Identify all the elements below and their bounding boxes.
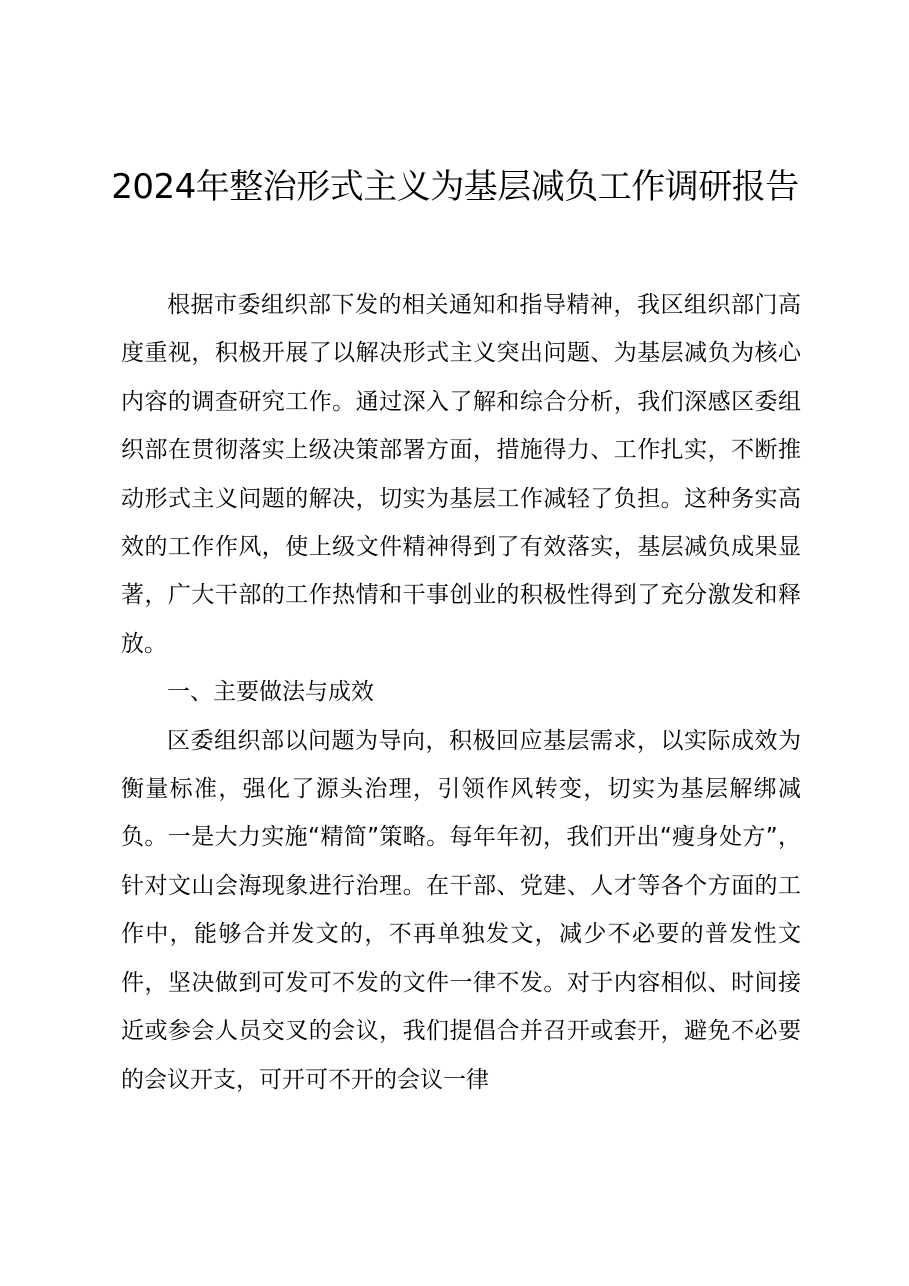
document-body	[121, 281, 801, 1104]
intro-paragraph: 根据市委组织部下发的相关通知和指导精神，我区组织部门高度重视，积极开展了以解决形式主义突出问题、为基层减负为核心内容的调查研究工作。通过深入了解和综合分析，我们深感区委组织部在贯彻落实上级决策部署方面，措施得力、工作扎实，不断推动形式主义问题的解决，切实为基层工作减轻了负担。这种务实高效的工作作风，使上级文件精神得到了有效落实，基层减负成果显著，广大干部的工作热情和干事创业的积极性得到了充分激发和释放。	[121, 292, 801, 657]
body-paragraph: 区委组织部以问题为导向，积极回应基层需求，以实际成效为衡量标准，强化了源头治理，引领作风转变，切实为基层解绑减负。一是大力实施“精简”策略。每年年初，我们开出“瘦身处方”，针对文山会海现象进行治理。在干部、党建、人才等各个方面的工作中，能够合并发文的，不再单独发文，减少不必要的普发性文件，坚决做到可发可不发的文件一律不发。对于内容相似、时间接近或参会人员交叉的会议，我们提倡合并召开或套开，避免不必要的会议开支，可开可不开的会议一律	[121, 727, 801, 1093]
document-title: 2024年整治形式主义为基层减负工作调研报告	[111, 167, 799, 207]
section-heading: 一、主要做法与成效	[167, 679, 374, 706]
